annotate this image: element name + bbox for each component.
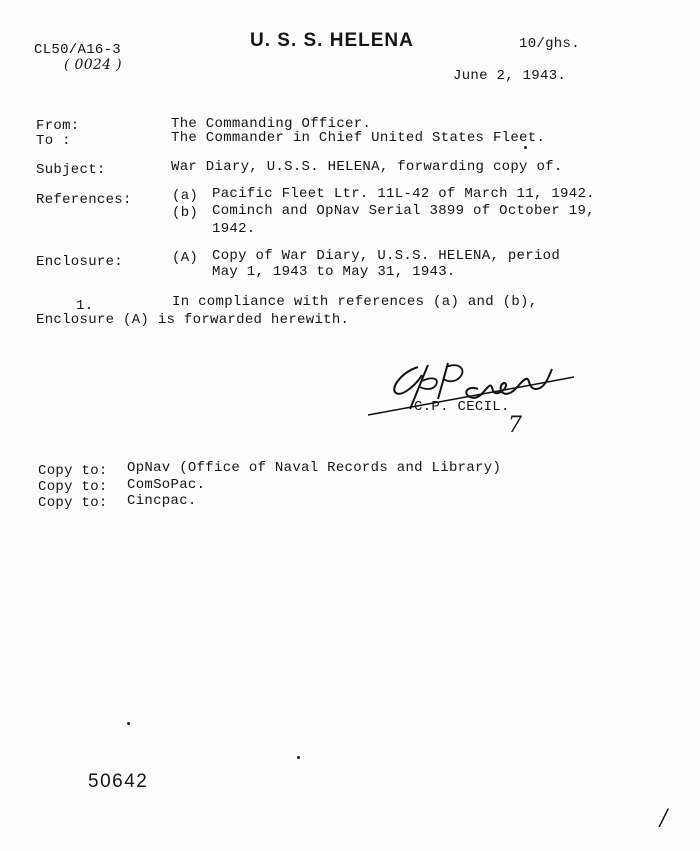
signer-name: C.P. CECIL. [414, 399, 510, 415]
enclosure-label: Enclosure: [36, 254, 124, 270]
corner-mark: / [660, 806, 668, 831]
document-date: June 2, 1943. [453, 68, 567, 84]
enclosure-marker: (A) [172, 250, 199, 266]
to-value: The Commander in Chief United States Fleet. [171, 130, 546, 146]
copy-recipient-3: Cincpac. [127, 493, 197, 509]
enclosure-text-cont: May 1, 1943 to May 31, 1943. [212, 264, 456, 280]
from-label: From: [36, 118, 80, 134]
initials: 10/ghs. [519, 36, 580, 52]
copy-recipient-2: ComSoPac. [127, 477, 206, 493]
reference-a-text: Pacific Fleet Ltr. 11L-42 of March 11, 1942. [212, 186, 595, 202]
paragraph-line-2: Enclosure (A) is forwarded herewith. [36, 312, 350, 328]
margin-mark: 7 [508, 413, 523, 438]
reference-a-marker: (a) [172, 188, 199, 204]
copy-label-2: Copy to: [38, 479, 108, 495]
reference-b-text: Cominch and OpNav Serial 3899 of October 19, [212, 203, 595, 219]
references-label: References: [36, 192, 132, 208]
subject-value: War Diary, U.S.S. HELENA, forwarding copy of. [171, 159, 563, 175]
paragraph-number: 1. [76, 298, 94, 314]
stamp-number: 50642 [88, 771, 149, 792]
copy-recipient-1: OpNav (Office of Naval Records and Library) [127, 460, 502, 476]
stray-dot [524, 146, 527, 149]
subject-label: Subject: [36, 162, 106, 178]
copy-label-3: Copy to: [38, 495, 108, 511]
enclosure-text: Copy of War Diary, U.S.S. HELENA, period [212, 248, 561, 264]
copy-label-1: Copy to: [38, 463, 108, 479]
to-label: To : [36, 133, 71, 149]
from-value: The Commanding Officer. [171, 116, 372, 132]
reference-b-marker: (b) [172, 205, 199, 221]
stray-dot [127, 722, 130, 725]
file-code: CL50/A16-3 [34, 42, 122, 58]
file-code-handwritten: ( 0024 ) [64, 57, 122, 73]
paragraph-line-1: In compliance with references (a) and (b), [172, 294, 538, 310]
ship-title: U. S. S. HELENA [250, 30, 414, 51]
reference-b-text-cont: 1942. [212, 221, 256, 237]
stray-dot [297, 756, 300, 759]
